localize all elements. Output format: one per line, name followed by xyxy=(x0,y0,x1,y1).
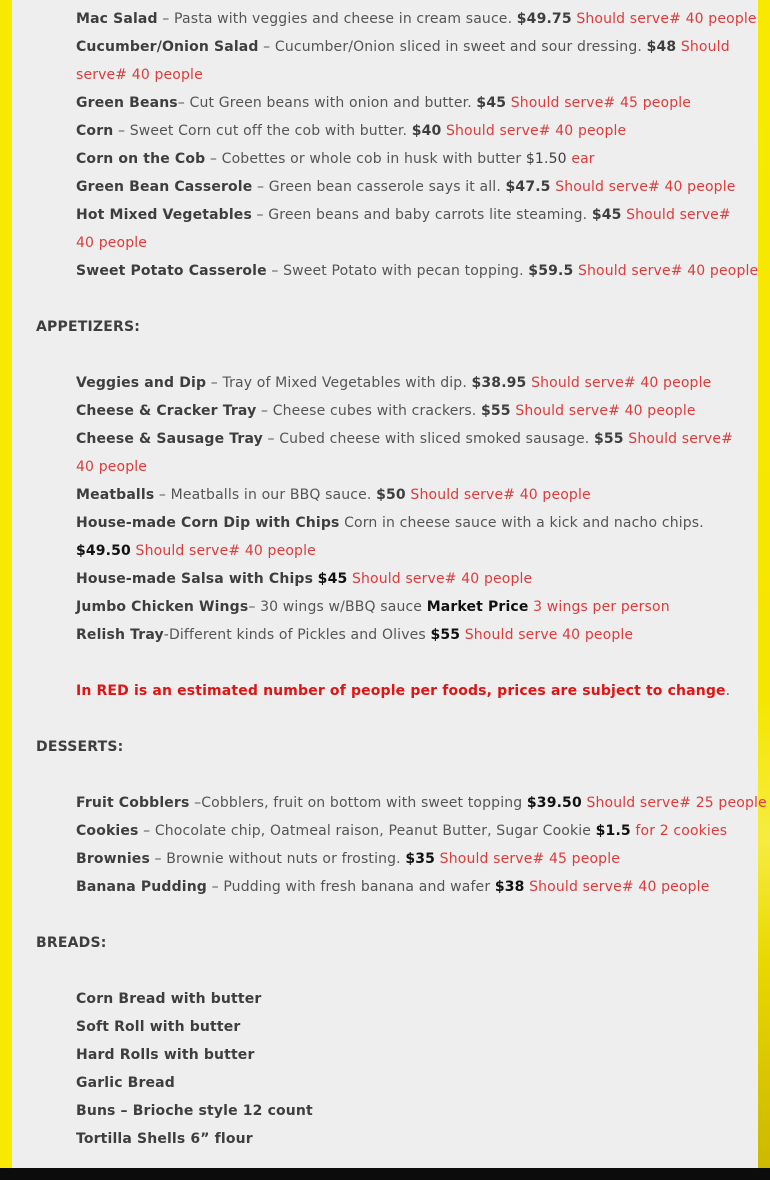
item-name: Fruit Cobblers xyxy=(76,795,190,811)
item-desc: – 30 wings w/BBQ sauce xyxy=(248,599,427,615)
item-serving: Should serve# 40 people xyxy=(351,571,533,587)
item-serving: ear xyxy=(571,151,595,167)
bread-item: Soft Roll with butter xyxy=(76,1019,241,1035)
item-name: Relish Tray xyxy=(76,627,164,643)
item-price: $38 xyxy=(494,879,525,895)
item-price: $55 xyxy=(594,431,624,447)
menu-item-corn-on-the-cob xyxy=(76,145,736,173)
bread-item: Buns – Brioche style 12 count xyxy=(76,1103,313,1119)
menu-item-mac-salad xyxy=(76,5,757,33)
menu-item-banana-pudding xyxy=(76,873,736,901)
item-desc: – Green bean casserole says it all. xyxy=(252,179,506,195)
item-name: Corn xyxy=(76,123,114,139)
menu-item-relish-tray xyxy=(76,621,736,649)
item-name: Brownies xyxy=(76,851,150,867)
notice-period: . xyxy=(725,683,731,699)
item-desc: – Cheese cubes with crackers. xyxy=(256,403,482,419)
item-desc: – Sweet Potato with pecan topping. xyxy=(266,263,529,279)
item-serving: Should serve# 40 people xyxy=(135,543,316,559)
menu-item-meatballs xyxy=(76,481,736,509)
menu-item-cucumber-onion-salad xyxy=(76,33,736,89)
item-desc: – Sweet Corn cut off the cob with butter. xyxy=(113,123,412,139)
menu-item-chicken-wings xyxy=(76,593,736,621)
menu-item-brownies xyxy=(76,845,736,873)
item-serving: Should serve# 40 people xyxy=(76,39,730,83)
item-desc: –Cobblers, fruit on bottom with sweet topping xyxy=(189,795,527,811)
item-desc: – Meatballs in our BBQ sauce. xyxy=(154,487,377,503)
menu-item-cookies xyxy=(76,817,736,845)
item-price: $55 xyxy=(430,627,461,643)
menu-item-fruit-cobblers xyxy=(76,789,767,817)
item-price: $35 xyxy=(405,851,436,867)
bread-item: Tortilla Shells 6” flour xyxy=(76,1131,253,1147)
bottom-bar xyxy=(0,1168,770,1180)
item-serving: 3 wings per person xyxy=(533,599,670,615)
item-name: Green Beans xyxy=(76,95,178,111)
item-name: Corn on the Cob xyxy=(76,151,206,167)
item-desc: – Cobettes or whole cob in husk with butter xyxy=(205,151,526,167)
item-name: Sweet Potato Casserole xyxy=(76,263,267,279)
section-heading-breads: BREADS: xyxy=(36,935,107,951)
item-name: Jumbo Chicken Wings xyxy=(76,599,249,615)
item-serving: Should serve# 40 people xyxy=(529,879,710,895)
item-name: Banana Pudding xyxy=(76,879,207,895)
item-name: Cheese & Sausage Tray xyxy=(76,431,263,447)
pricing-notice xyxy=(76,677,736,705)
section-heading-desserts: DESSERTS: xyxy=(36,739,124,755)
menu-item-cheese-sausage-tray xyxy=(76,425,736,481)
item-desc: – Pudding with fresh banana and wafer xyxy=(206,879,495,895)
menu-item-green-beans xyxy=(76,89,736,117)
bread-item: Garlic Bread xyxy=(76,1075,175,1091)
item-serving: Should serve# 45 people xyxy=(439,851,621,867)
item-name: Hot Mixed Vegetables xyxy=(76,207,252,223)
item-price: $47.5 xyxy=(505,179,551,195)
item-price: $45 xyxy=(591,207,622,223)
item-name: Meatballs xyxy=(76,487,155,503)
item-serving: Should serve# 40 people xyxy=(515,403,696,419)
item-serving: Should serve# 40 people xyxy=(576,11,757,27)
item-serving: Should serve# 40 people xyxy=(76,431,733,475)
menu-page xyxy=(12,0,767,1168)
item-price: $1.5 xyxy=(595,823,631,839)
item-desc: – Brownie without nuts or frosting. xyxy=(149,851,406,867)
item-desc: Corn in cheese sauce with a kick and nacho chips. xyxy=(339,515,704,531)
item-price: $59.5 xyxy=(528,263,574,279)
item-name: House-made Salsa with Chips xyxy=(76,571,314,587)
item-serving: Should serve# 40 people xyxy=(445,123,627,139)
item-name: Cookies xyxy=(76,823,139,839)
menu-item-veggies-and-dip xyxy=(76,369,736,397)
item-desc: – Green beans and baby carrots lite steaming. xyxy=(251,207,592,223)
item-serving: Should serve# 40 people xyxy=(76,207,731,251)
item-price: $39.50 xyxy=(526,795,582,811)
item-name: Cucumber/Onion Salad xyxy=(76,39,259,55)
menu-item-corn xyxy=(76,117,736,145)
section-heading-appetizers: APPETIZERS: xyxy=(36,319,141,335)
bread-item: Corn Bread with butter xyxy=(76,991,262,1007)
item-name: Veggies and Dip xyxy=(76,375,207,391)
item-name: House-made Corn Dip with Chips xyxy=(76,515,340,531)
item-desc: – Tray of Mixed Vegetables with dip. xyxy=(206,375,472,391)
menu-item-hot-mixed-vegetables xyxy=(76,201,736,257)
left-border xyxy=(0,0,12,1168)
item-desc: – Cut Green beans with onion and butter. xyxy=(177,95,477,111)
item-serving: Should serve# 40 people xyxy=(531,375,712,391)
item-price: $48 xyxy=(646,39,677,55)
item-price: $38.95 xyxy=(471,375,527,391)
item-serving: Should serve# 45 people xyxy=(510,95,692,111)
item-price: $45 xyxy=(476,95,507,111)
item-desc: -Different kinds of Pickles and Olives xyxy=(163,627,431,643)
item-price: $49.50 xyxy=(76,543,131,559)
item-name: Cheese & Cracker Tray xyxy=(76,403,257,419)
item-desc: – Chocolate chip, Oatmeal raison, Peanut Butter, Sugar Cookie xyxy=(138,823,596,839)
item-price: $1.50 xyxy=(525,151,567,167)
item-price: Market Price xyxy=(426,599,529,615)
item-price: $40 xyxy=(411,123,442,139)
item-name: Green Bean Casserole xyxy=(76,179,253,195)
item-serving: Should serve# 40 people xyxy=(410,487,591,503)
bread-item: Hard Rolls with butter xyxy=(76,1047,255,1063)
notice-text: In RED is an estimated number of people per foods, prices are subject to change xyxy=(76,683,726,699)
item-serving: for 2 cookies xyxy=(635,823,728,839)
menu-item-salsa-with-chips xyxy=(76,565,736,593)
item-name: Mac Salad xyxy=(76,11,158,27)
menu-item-green-bean-casserole xyxy=(76,173,736,201)
item-serving: Should serve 40 people xyxy=(464,627,634,643)
item-desc: – Cubed cheese with sliced smoked sausage. xyxy=(262,431,594,447)
item-serving: Should serve# 40 people xyxy=(555,179,736,195)
item-price: $55 xyxy=(481,403,511,419)
item-serving: Should serve# 40 people xyxy=(577,263,759,279)
menu-item-cheese-cracker-tray xyxy=(76,397,736,425)
item-price: $50 xyxy=(376,487,406,503)
right-border xyxy=(758,0,770,1168)
item-price: $49.75 xyxy=(516,11,572,27)
item-desc: – Pasta with veggies and cheese in cream sauce. xyxy=(157,11,517,27)
item-price: $45 xyxy=(317,571,348,587)
menu-item-sweet-potato-casserole xyxy=(76,257,759,285)
item-desc: – Cucumber/Onion sliced in sweet and sour dressing. xyxy=(258,39,647,55)
item-serving: Should serve# 25 people xyxy=(586,795,767,811)
menu-item-corn-dip xyxy=(76,509,736,565)
